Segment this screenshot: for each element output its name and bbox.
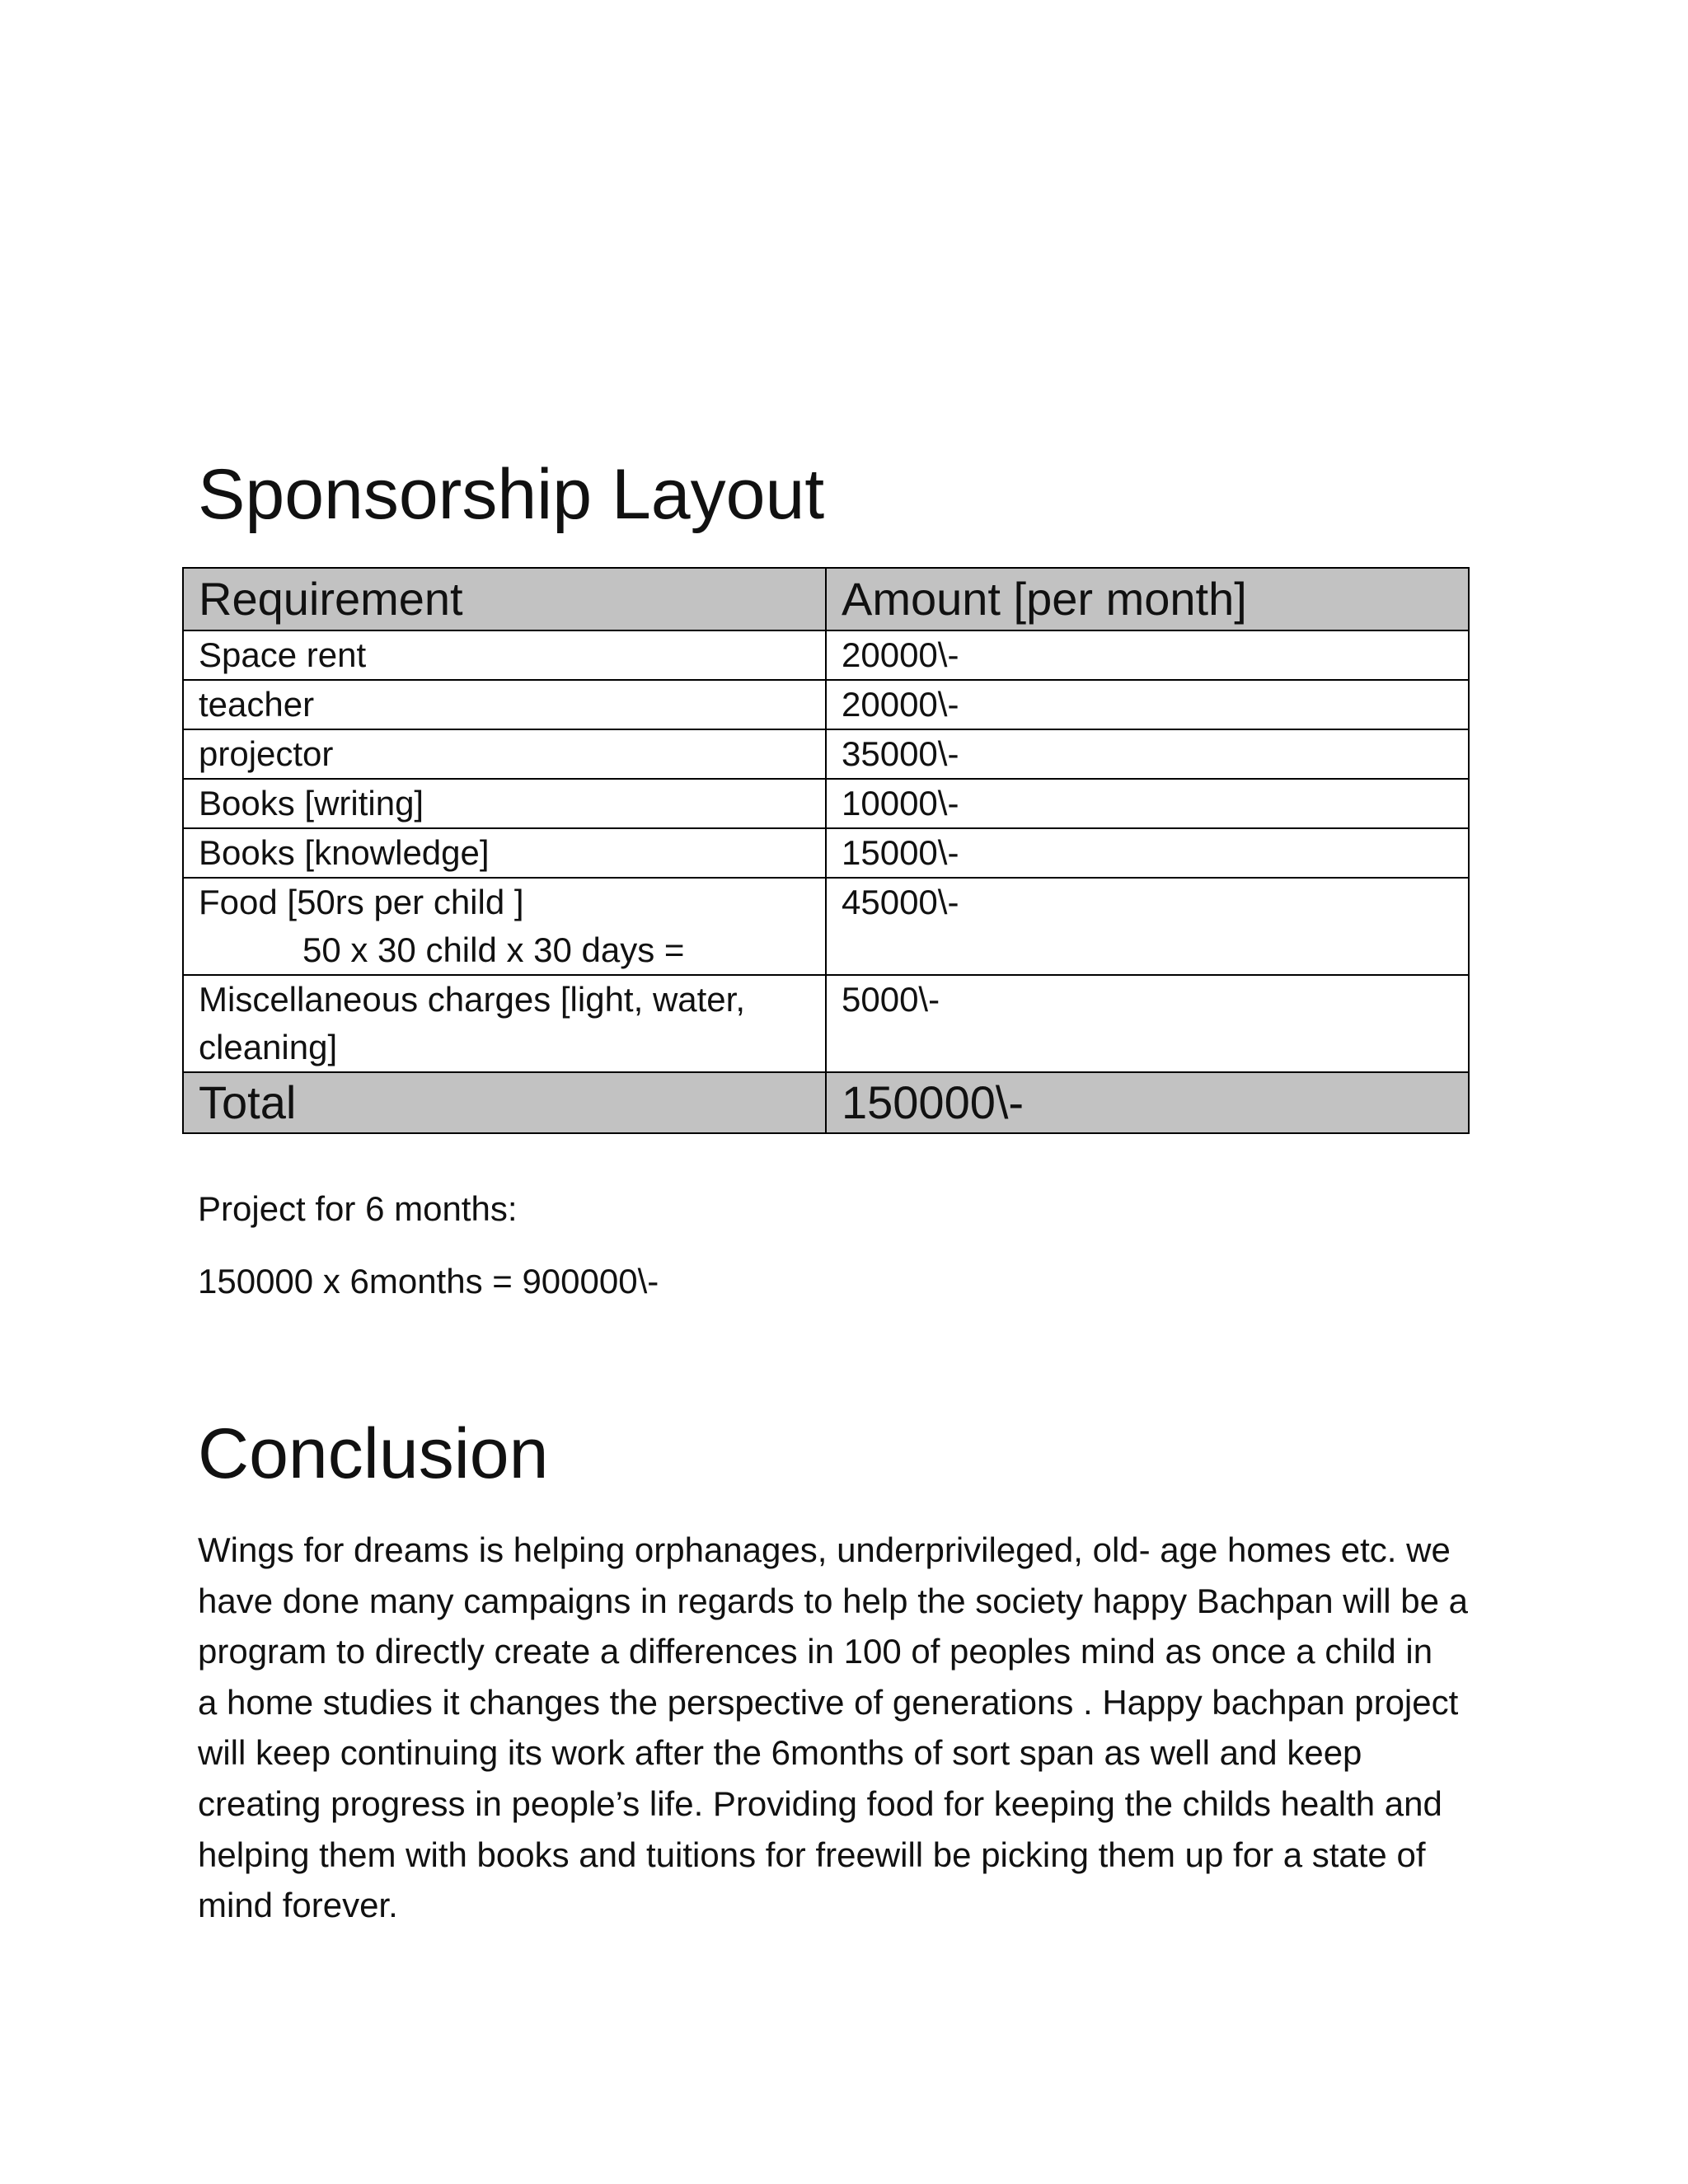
requirement-line: cleaning] <box>199 1028 338 1066</box>
requirement-line: Miscellaneous charges [light, water, <box>199 980 745 1019</box>
table-row <box>183 680 1469 729</box>
project-calculation: 150000 x 6months = 900000\- <box>198 1262 659 1301</box>
amount-cell: 45000\- <box>826 878 1469 975</box>
table-row <box>183 828 1469 878</box>
amount-cell: 15000\- <box>826 828 1469 878</box>
sponsorship-heading: Sponsorship Layout <box>198 455 825 534</box>
paragraph-line: will keep continuing its work after the 6months of sort span as well and keep <box>198 1733 1362 1773</box>
requirement-cell: Books [writing] <box>183 779 826 828</box>
table-row <box>183 975 1469 1072</box>
header-requirement: Requirement <box>183 568 826 630</box>
requirement-line: Food [50rs per child ] <box>199 883 524 921</box>
table-total-row <box>183 1072 1469 1133</box>
table-row <box>183 729 1469 779</box>
amount-cell: 35000\- <box>826 729 1469 779</box>
total-amount: 150000\- <box>826 1072 1469 1133</box>
requirement-cell: Space rent <box>183 630 826 680</box>
amount-cell: 10000\- <box>826 779 1469 828</box>
table-row <box>183 779 1469 828</box>
requirement-line-indented: 50 x 30 child x 30 days = <box>302 930 685 969</box>
requirement-cell: Books [knowledge] <box>183 828 826 878</box>
paragraph-line: creating progress in people’s life. Providing food for keeping the childs health and <box>198 1783 1442 1823</box>
paragraph-line: Wings for dreams is helping orphanages, underprivileged, old- age homes etc. we <box>198 1530 1451 1569</box>
amount-cell: 5000\- <box>826 975 1469 1072</box>
table-header-row <box>183 568 1469 630</box>
budget-table <box>182 567 1470 1134</box>
total-label: Total <box>183 1072 826 1133</box>
amount-cell: 20000\- <box>826 630 1469 680</box>
header-amount: Amount [per month] <box>826 568 1469 630</box>
requirement-cell <box>183 878 826 975</box>
paragraph-line: helping them with books and tuitions for freewill be picking them up for a state of <box>198 1835 1426 1874</box>
paragraph-line: a home studies it changes the perspective of generations . Happy bachpan project <box>198 1682 1459 1722</box>
amount-cell: 20000\- <box>826 680 1469 729</box>
conclusion-paragraph <box>198 1525 1517 1931</box>
paragraph-line: mind forever. <box>198 1886 398 1925</box>
table-row <box>183 630 1469 680</box>
conclusion-heading: Conclusion <box>198 1414 549 1493</box>
requirement-cell: projector <box>183 729 826 779</box>
table-row <box>183 878 1469 975</box>
project-duration-label: Project for 6 months: <box>198 1189 518 1228</box>
paragraph-line: program to directly create a differences in 100 of peoples mind as once a child in <box>198 1632 1433 1671</box>
requirement-cell <box>183 975 826 1072</box>
paragraph-line: have done many campaigns in regards to help the society happy Bachpan will be a <box>198 1581 1468 1620</box>
requirement-cell: teacher <box>183 680 826 729</box>
